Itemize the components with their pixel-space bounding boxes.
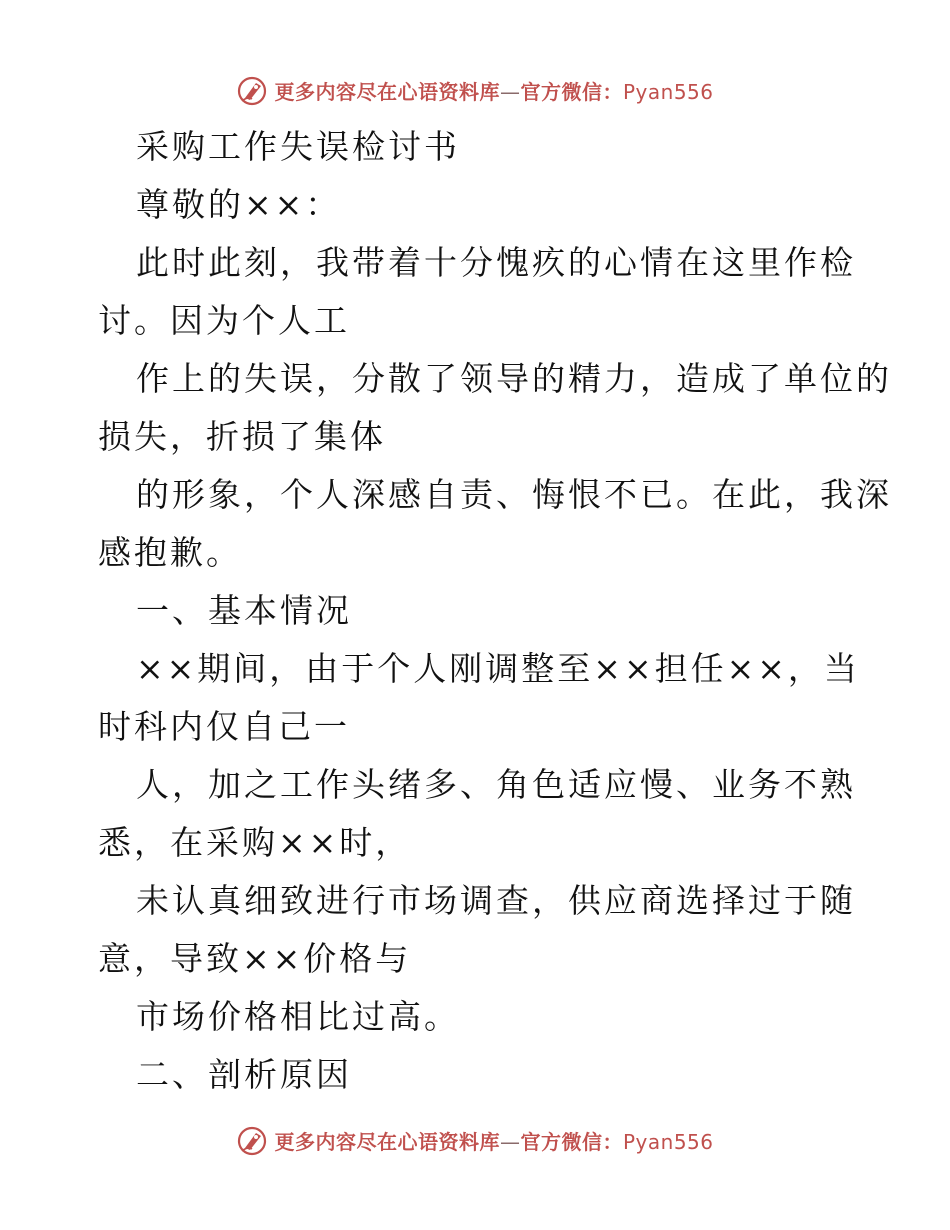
section-heading: 一、基本情况	[136, 591, 352, 630]
paragraph-line: 讨。因为个人工	[98, 301, 350, 340]
banner-official-text: 官方微信：	[520, 79, 623, 104]
paragraph-line: 时科内仅自己一	[98, 707, 350, 746]
header-banner	[0, 70, 950, 110]
banner-official-text: 官方微信：	[520, 1129, 623, 1154]
paragraph-line: 感抱歉。	[98, 533, 242, 572]
paragraph-line: 作上的失误，分散了领导的精力，造成了单位的	[136, 359, 892, 398]
paragraph-line: 意，导致××价格与	[98, 939, 412, 978]
banner-site-text: 更多内容尽在心语资料库	[274, 1129, 500, 1154]
banner-separator: —	[499, 79, 521, 104]
banner-text	[274, 1126, 713, 1155]
document-title: 采购工作失误检讨书	[136, 127, 460, 166]
document-body	[98, 118, 892, 1104]
paragraph-line: 悉，在采购××时，	[98, 823, 412, 862]
paragraph-line: 此时此刻，我带着十分愧疚的心情在这里作检	[136, 243, 856, 282]
salutation: 尊敬的××：	[136, 185, 342, 224]
pen-nib-icon	[236, 1124, 268, 1156]
paragraph-line: 未认真细致进行市场调查，供应商选择过于随	[136, 881, 856, 920]
footer-banner	[0, 1120, 950, 1160]
paragraph-line: ××期间，由于个人刚调整至××担任××，当	[136, 649, 860, 688]
paragraph-line: 市场价格相比过高。	[136, 997, 460, 1036]
paragraph-line: 的形象，个人深感自责、悔恨不已。在此，我深	[136, 475, 892, 514]
banner-separator: —	[499, 1129, 521, 1154]
pen-nib-icon	[236, 74, 268, 106]
banner-site-text: 更多内容尽在心语资料库	[274, 79, 500, 104]
banner-text	[274, 76, 713, 105]
banner-account: Pyan556	[622, 1129, 714, 1154]
section-heading: 二、剖析原因	[136, 1055, 352, 1094]
paragraph-line: 损失，折损了集体	[98, 417, 386, 456]
banner-account: Pyan556	[622, 79, 714, 104]
paragraph-line: 人，加之工作头绪多、角色适应慢、业务不熟	[136, 765, 856, 804]
